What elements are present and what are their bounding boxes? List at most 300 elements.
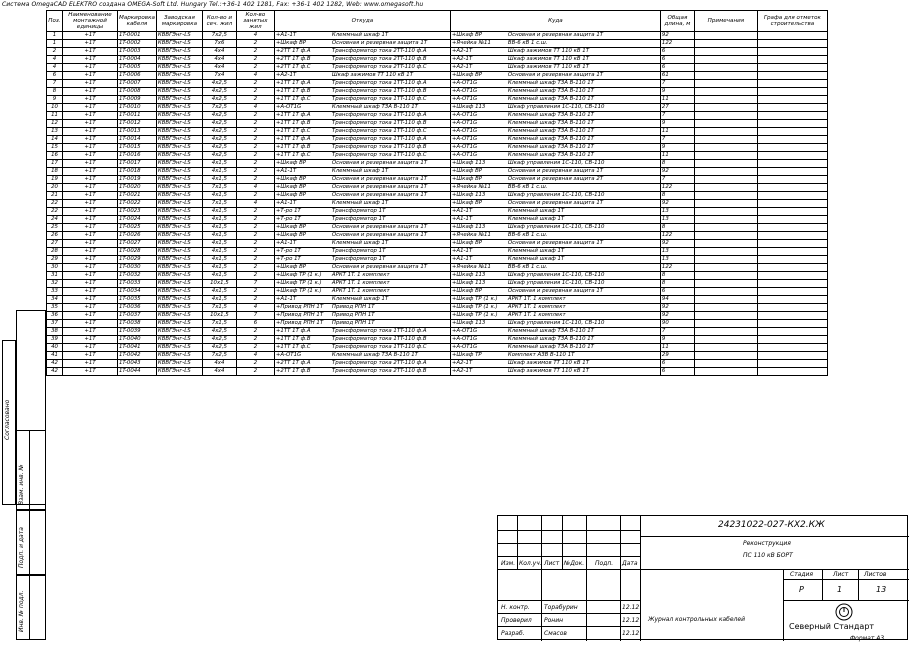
table-cell: 4x2,5 — [202, 344, 236, 352]
table-cell: +1T — [63, 352, 118, 360]
cell-description: Шкаф зажимов ТТ 110 кВ 1T — [507, 56, 590, 62]
table-cell: 2 — [236, 128, 274, 136]
table-cell — [274, 240, 450, 248]
table-cell — [274, 160, 450, 168]
table-cell: КВВГЭнг-LS — [156, 368, 202, 376]
name-developer: Смасов — [544, 630, 567, 637]
table-cell — [757, 160, 827, 168]
cell-description: Трансформатор тока 1TT-110 ф.А — [331, 80, 427, 86]
table-cell — [274, 200, 450, 208]
cell-description: Клеммный шкаф ТЗА В-110 1T — [507, 344, 594, 350]
stamp-label-inv: Инв. № подл. — [18, 590, 25, 632]
cell-description: ВВ-6 кВ 1 с.ш. — [507, 232, 548, 238]
table-cell — [450, 120, 660, 128]
table-cell — [757, 312, 827, 320]
table-cell: 2 — [236, 160, 274, 168]
cell-description: Основная и резервная защита 1T — [331, 192, 428, 198]
cell-description: Трансформатор тока 2TT-110 ф.В — [331, 56, 427, 62]
table-cell: +1T — [63, 32, 118, 40]
table-cell — [450, 288, 660, 296]
stamp-label-replaced: Взам. инв. № — [18, 464, 25, 505]
hdr-list: Лист — [544, 560, 560, 567]
table-cell — [274, 64, 450, 72]
table-cell: 1T-0038 — [118, 320, 157, 328]
table-cell: +1T — [63, 248, 118, 256]
table-row — [47, 312, 828, 320]
table-cell: 2 — [236, 336, 274, 344]
cell-code: +A-OT1G — [451, 80, 478, 86]
table-cell: КВВГЭнг-LS — [156, 224, 202, 232]
cell-code: +Шкаф ВР — [275, 40, 307, 46]
table-cell: 1T-0024 — [118, 216, 157, 224]
cell-description: Клеммный шкаф 1T — [331, 240, 389, 246]
table-cell — [694, 96, 757, 104]
hdr-izm: Изм. — [501, 560, 516, 567]
table-cell: КВВГЭнг-LS — [156, 192, 202, 200]
cell-description: Комплект АЗВ В-110 1T — [507, 352, 575, 358]
table-cell: 2 — [236, 344, 274, 352]
cell-code: +2TT 1T ф.В — [275, 368, 311, 374]
table-cell: 1T-0018 — [118, 168, 157, 176]
table-cell: +1T — [63, 72, 118, 80]
cell-description: Трансформатор тока 1TT-110 ф.А — [331, 328, 427, 334]
table-cell: +1T — [63, 48, 118, 56]
table-cell — [450, 152, 660, 160]
cell-code: +Шкаф ТР (1 к.) — [275, 288, 322, 294]
table-cell: +1T — [63, 80, 118, 88]
cell-code: +1TT 1T ф.С — [275, 152, 311, 158]
table-cell: 1T-0035 — [118, 296, 157, 304]
table-cell — [757, 320, 827, 328]
table-cell — [757, 232, 827, 240]
cell-code: +2TT 1T ф.В — [275, 56, 311, 62]
table-cell: 1T-0039 — [118, 328, 157, 336]
table-cell: 12 — [47, 120, 63, 128]
cell-description: Шкаф управления 1С-110, СВ-110 — [507, 272, 605, 278]
cell-description: Шкаф зажимов ТТ 110 кВ 1T — [507, 48, 590, 54]
cell-description: ВВ-6 кВ 1 с.ш. — [507, 40, 548, 46]
table-cell: КВВГЭнг-LS — [156, 176, 202, 184]
table-cell: 6 — [47, 72, 63, 80]
company-logo-icon — [835, 603, 853, 621]
table-cell — [274, 224, 450, 232]
date-developer: 12.12 — [622, 630, 640, 637]
table-cell — [274, 296, 450, 304]
table-cell — [694, 48, 757, 56]
table-cell — [757, 144, 827, 152]
table-cell: КВВГЭнг-LS — [156, 352, 202, 360]
cell-description: Трансформатор тока 2TT-110 ф.А — [331, 360, 427, 366]
table-cell: 1 — [47, 32, 63, 40]
table-cell: 2 — [236, 192, 274, 200]
table-cell — [450, 136, 660, 144]
table-cell: 14 — [47, 136, 63, 144]
table-cell — [450, 128, 660, 136]
table-cell: +1T — [63, 344, 118, 352]
cell-code: +A2-1T — [451, 56, 473, 62]
table-row — [47, 272, 828, 280]
table-cell: 1T-0004 — [118, 56, 157, 64]
table-cell: 38 — [47, 328, 63, 336]
table-cell: 1T-0021 — [118, 192, 157, 200]
cell-description: Клеммный шкаф ТЗА В-110 1T — [507, 96, 594, 102]
cell-description: Клеммный шкаф ТЗА В-110 1T — [507, 112, 594, 118]
table-cell — [274, 272, 450, 280]
table-cell: 4x4 — [202, 64, 236, 72]
table-cell: 7x1,5 — [202, 320, 236, 328]
table-cell: КВВГЭнг-LS — [156, 248, 202, 256]
table-cell: +1T — [63, 56, 118, 64]
table-cell — [274, 56, 450, 64]
cell-description: Основная и резервная защита 1T — [507, 72, 604, 78]
table-cell: КВВГЭнг-LS — [156, 288, 202, 296]
table-row — [47, 336, 828, 344]
table-cell — [694, 168, 757, 176]
cell-code: +A-OT1G — [451, 112, 478, 118]
table-cell — [757, 96, 827, 104]
table-cell: 92 — [660, 304, 694, 312]
table-cell — [274, 144, 450, 152]
table-cell: 4x2,5 — [202, 120, 236, 128]
cell-code: +Шкаф ВР — [451, 72, 483, 78]
table-cell — [757, 88, 827, 96]
table-cell: +1T — [63, 208, 118, 216]
table-cell: +1T — [63, 64, 118, 72]
table-cell: 1T-0032 — [118, 272, 157, 280]
table-cell: КВВГЭнг-LS — [156, 272, 202, 280]
table-cell — [694, 296, 757, 304]
table-cell: +1T — [63, 240, 118, 248]
table-cell — [450, 320, 660, 328]
cell-description: Клеммный шкаф 1T — [331, 32, 389, 38]
cell-code: +Шкаф ВР — [451, 288, 483, 294]
table-cell: 92 — [660, 32, 694, 40]
cell-description: АРКТ 1T. 1 комплект — [331, 280, 390, 286]
table-cell: 1T-0040 — [118, 336, 157, 344]
table-cell: 4 — [236, 184, 274, 192]
cell-code: +A2-1T — [451, 368, 473, 374]
table-cell: 1T-0030 — [118, 264, 157, 272]
table-cell: 1T-0022 — [118, 200, 157, 208]
table-cell: +1T — [63, 112, 118, 120]
cell-code: +Шкаф ВР — [451, 176, 483, 182]
table-cell: 7 — [660, 328, 694, 336]
table-cell — [757, 168, 827, 176]
cell-code: +Т-ро 1T — [275, 248, 301, 254]
table-cell: +1T — [63, 96, 118, 104]
cell-code: +Ячейка №11 — [451, 232, 491, 238]
table-cell: 2 — [236, 88, 274, 96]
role-nkontr: Н. контр. — [501, 604, 530, 611]
table-row — [47, 232, 828, 240]
table-cell: 90 — [660, 320, 694, 328]
cell-code: +Шкаф 113 — [451, 320, 486, 326]
table-cell: 20 — [47, 184, 63, 192]
cell-code: +A1-1T — [451, 248, 473, 254]
table-cell — [450, 256, 660, 264]
cell-code: +Шкаф ВР — [275, 184, 307, 190]
table-cell: 4x2,5 — [202, 88, 236, 96]
table-cell: КВВГЭнг-LS — [156, 256, 202, 264]
table-cell — [274, 168, 450, 176]
table-row — [47, 256, 828, 264]
table-cell: +1T — [63, 144, 118, 152]
table-cell: 92 — [660, 200, 694, 208]
table-cell — [450, 264, 660, 272]
stamp-label-sign: Подп. и дата — [18, 527, 25, 568]
table-cell — [450, 248, 660, 256]
table-cell — [757, 304, 827, 312]
table-cell — [757, 112, 827, 120]
table-cell — [694, 56, 757, 64]
table-row — [47, 344, 828, 352]
cell-description: АРКТ 1T. 1 комплект — [507, 304, 566, 310]
date-nkontr: 12.12 — [622, 604, 640, 611]
table-cell: 2 — [236, 368, 274, 376]
table-row — [47, 360, 828, 368]
table-cell: 7 — [660, 176, 694, 184]
table-cell: 2 — [47, 48, 63, 56]
table-cell — [450, 304, 660, 312]
table-cell — [450, 200, 660, 208]
table-cell: 4x1,5 — [202, 296, 236, 304]
table-cell: +1T — [63, 192, 118, 200]
table-cell: 122 — [660, 264, 694, 272]
table-cell: 1T-0005 — [118, 64, 157, 72]
cell-code: +Ячейка №11 — [451, 184, 491, 190]
table-cell — [694, 264, 757, 272]
sheets-label: Листов — [864, 571, 887, 578]
table-cell: 7x2,5 — [202, 32, 236, 40]
table-cell: 2 — [236, 288, 274, 296]
table-row — [47, 168, 828, 176]
cell-description: Основная и резервная защита 1T — [331, 160, 428, 166]
table-row — [47, 288, 828, 296]
cell-code: +Шкаф ТР (1 к.) — [451, 304, 498, 310]
cell-description: Шкаф управления 1С-110, СВ-110 — [507, 160, 605, 166]
table-cell: 1T-0042 — [118, 352, 157, 360]
table-cell — [757, 104, 827, 112]
table-cell — [694, 272, 757, 280]
table-cell — [757, 216, 827, 224]
sheet-title: Журнал контрольных кабелей — [648, 616, 745, 623]
cell-code: +A2-1T — [275, 72, 297, 78]
table-cell: 11 — [660, 128, 694, 136]
table-row — [47, 128, 828, 136]
cell-code: +Шкаф ТР — [451, 352, 482, 358]
table-cell — [274, 88, 450, 96]
table-cell — [694, 32, 757, 40]
cell-code: +Шкаф ТР (1 к.) — [451, 312, 498, 318]
stage-value: Р — [799, 585, 804, 594]
cell-description: АРКТ 1T. 1 комплект — [507, 312, 566, 318]
cell-description: Шкаф управления 1С-110, СВ-110 — [507, 280, 605, 286]
table-cell: 28 — [47, 248, 63, 256]
cell-description: АРКТ 1T. 1 комплект — [507, 296, 566, 302]
cell-code: +Шкаф ВР — [275, 264, 307, 270]
cell-description: Основная и резервная защита 1T — [507, 168, 604, 174]
cell-code: +2TT 1T ф.А — [275, 360, 311, 366]
table-cell: КВВГЭнг-LS — [156, 336, 202, 344]
table-cell — [450, 96, 660, 104]
table-cell: 2 — [236, 48, 274, 56]
hdr-koluch: Кол.уч. — [519, 560, 542, 567]
table-cell: 4x2,5 — [202, 136, 236, 144]
table-row — [47, 320, 828, 328]
cell-code: +Шкаф 113 — [451, 224, 486, 230]
table-cell — [450, 192, 660, 200]
table-cell: 8 — [660, 160, 694, 168]
cell-description: Клеммный шкаф ТЗА В-110 1T — [507, 336, 594, 342]
table-cell — [450, 360, 660, 368]
table-cell: 16 — [47, 152, 63, 160]
cell-code: +Ячейка №11 — [451, 40, 491, 46]
cell-code: +A1-1T — [275, 296, 297, 302]
cell-description: Привод РПН 1T — [331, 304, 375, 310]
table-cell — [274, 304, 450, 312]
table-cell: 11 — [660, 96, 694, 104]
table-cell: 10 — [47, 104, 63, 112]
table-cell — [694, 312, 757, 320]
table-cell: 6 — [660, 368, 694, 376]
table-cell: 1T-0009 — [118, 96, 157, 104]
table-cell: 4x1,5 — [202, 208, 236, 216]
table-cell: 2 — [236, 152, 274, 160]
table-cell — [757, 264, 827, 272]
cell-code: +A-OT1G — [451, 96, 478, 102]
table-cell: 1T-0020 — [118, 184, 157, 192]
column-header: Поз. — [47, 11, 63, 32]
cell-description: Основная и резервная защита 1T — [331, 176, 428, 182]
table-cell: 13 — [660, 208, 694, 216]
table-cell — [274, 72, 450, 80]
table-cell: 13 — [660, 216, 694, 224]
table-cell — [757, 368, 827, 376]
table-cell: 15 — [47, 144, 63, 152]
table-cell — [694, 40, 757, 48]
table-row — [47, 112, 828, 120]
table-cell: 1T-0025 — [118, 224, 157, 232]
table-cell: 2 — [236, 296, 274, 304]
table-cell: 1T-0041 — [118, 344, 157, 352]
table-cell: +1T — [63, 232, 118, 240]
table-cell — [450, 88, 660, 96]
cell-description: Шкаф управления 1С-110, СВ-110 — [507, 104, 605, 110]
stamp-label-agreed: Согласовано — [4, 399, 11, 440]
cell-description: Основная и резервная защита 1T — [507, 288, 604, 294]
table-cell — [757, 72, 827, 80]
table-row — [47, 72, 828, 80]
cell-description: Основная и резервная защита 1T — [331, 264, 428, 270]
cell-description: Основная и резервная защита 1T — [331, 224, 428, 230]
cell-description: Трансформатор 1T — [331, 256, 386, 262]
table-cell: 9 — [660, 144, 694, 152]
table-cell: 4 — [236, 72, 274, 80]
table-cell: 7 — [236, 280, 274, 288]
table-cell — [694, 304, 757, 312]
cell-description: Основная и резервная защита 1T — [331, 232, 428, 238]
cell-code: +A-OT1G — [275, 104, 302, 110]
table-cell — [694, 152, 757, 160]
table-cell: 4x2,5 — [202, 328, 236, 336]
table-cell — [274, 256, 450, 264]
table-cell — [694, 112, 757, 120]
cell-code: +A1-1T — [275, 240, 297, 246]
table-cell: +1T — [63, 296, 118, 304]
table-row — [47, 240, 828, 248]
table-cell: 7 — [47, 80, 63, 88]
table-cell — [274, 280, 450, 288]
table-cell: 4x2,5 — [202, 336, 236, 344]
cell-code: +A1-1T — [451, 256, 473, 262]
table-row — [47, 216, 828, 224]
table-row — [47, 136, 828, 144]
name-checked: Ронин — [544, 617, 564, 624]
table-cell — [274, 192, 450, 200]
cell-description: Основная и резервная защита 2T — [507, 176, 604, 182]
table-cell: 7 — [660, 136, 694, 144]
cell-code: +A1-1T — [275, 168, 297, 174]
table-cell: 1T-0023 — [118, 208, 157, 216]
table-row — [47, 208, 828, 216]
table-cell: 4 — [236, 304, 274, 312]
table-cell: КВВГЭнг-LS — [156, 216, 202, 224]
table-row — [47, 368, 828, 376]
table-cell — [450, 224, 660, 232]
table-row — [47, 280, 828, 288]
table-cell: +1T — [63, 40, 118, 48]
table-cell — [450, 344, 660, 352]
table-cell: 2 — [236, 144, 274, 152]
cell-description: Клеммный шкаф ТЗА В-110 1T — [507, 88, 594, 94]
table-cell: 6 — [660, 56, 694, 64]
table-cell: КВВГЭнг-LS — [156, 104, 202, 112]
table-cell: 6 — [660, 48, 694, 56]
table-cell: 92 — [660, 168, 694, 176]
table-cell — [274, 360, 450, 368]
table-cell: 25 — [47, 224, 63, 232]
table-cell: 27 — [660, 104, 694, 112]
table-cell: +1T — [63, 224, 118, 232]
table-cell: КВВГЭнг-LS — [156, 280, 202, 288]
cell-code: +1TT 1T ф.А — [275, 328, 311, 334]
table-cell: 1T-0019 — [118, 176, 157, 184]
cell-code: +Шкаф ВР — [451, 200, 483, 206]
table-cell — [450, 56, 660, 64]
cell-description: АРКТ 1T. 1 комплект — [331, 272, 390, 278]
table-cell: 1T-0008 — [118, 88, 157, 96]
table-cell: 8 — [660, 272, 694, 280]
cell-code: +1TT 1T ф.В — [275, 336, 311, 342]
table-cell: 7x1,5 — [202, 304, 236, 312]
table-cell: 1T-0002 — [118, 40, 157, 48]
table-cell — [274, 288, 450, 296]
table-cell: 8 — [660, 192, 694, 200]
cell-description: Клеммный шкаф 1T — [507, 248, 565, 254]
table-cell — [274, 312, 450, 320]
cell-description: Клеммный шкаф 1T — [507, 208, 565, 214]
cell-code: +Шкаф 113 — [451, 104, 486, 110]
cell-code: +A-OT1G — [451, 88, 478, 94]
table-cell: 2 — [236, 240, 274, 248]
table-cell — [274, 128, 450, 136]
table-cell: КВВГЭнг-LS — [156, 120, 202, 128]
table-cell: 4x2,5 — [202, 152, 236, 160]
table-cell: 4 — [236, 200, 274, 208]
table-row — [47, 184, 828, 192]
table-cell — [450, 352, 660, 360]
table-cell: +1T — [63, 312, 118, 320]
